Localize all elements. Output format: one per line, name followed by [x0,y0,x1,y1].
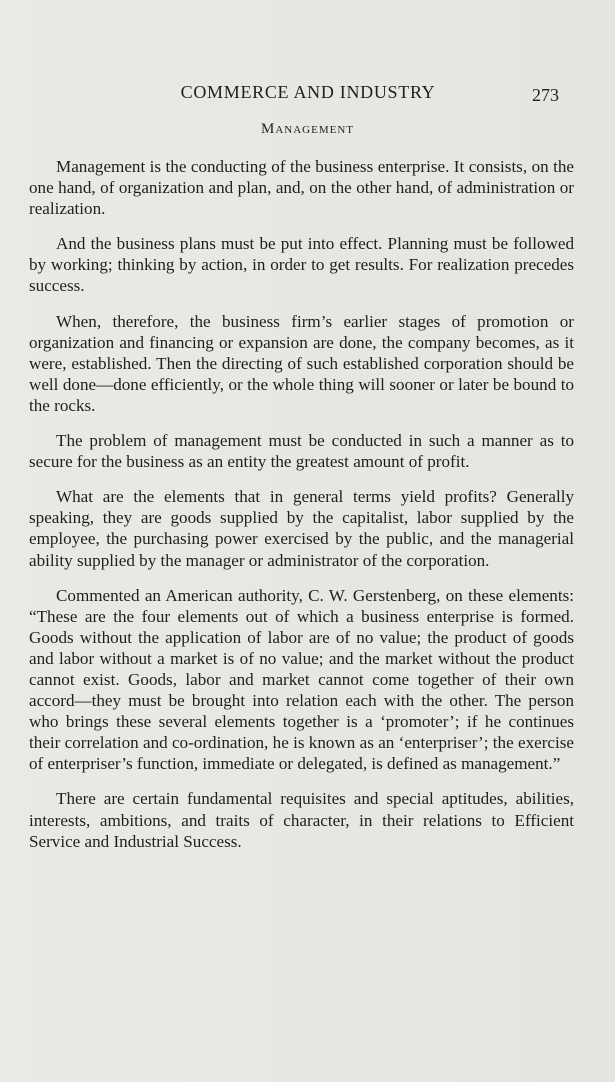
running-head [0,82,615,108]
paragraph-profit-elements: What are the elements that in general terms yield profits? Generally speaking, they are goods supplied by the capitalist, labor supplied by the employee, the purchasing power exercised by the public, and the managerial ability supplied by the manager or administrator of the corporation. [29,487,574,570]
page-number: 273 [532,85,559,105]
paragraph-requisites: There are certain fundamental requisites and special aptitudes, abilities, interests, ambitions, and traits of character, in their relations to Efficient Service and Industrial Success. [29,789,574,851]
paragraph-management-definition: Management is the conducting of the business enterprise. It consists, on the one hand, of organization and plan, and, on the other hand, of administration or realization. [29,157,574,219]
paragraph-established-company: When, therefore, the business firm’s earlier stages of promotion or organization and financing or expansion are done, the company becomes, as it were, established. Then the directing of such established corporation should be well done—done efficiently, or the whole thing will sooner or later be bound to the rocks. [29,311,574,415]
paragraph-gerstenberg-quote: Commented an American authority, C. W. Gerstenberg, on these elements: “These are the four elements out of which a business enterprise is formed. Goods without the application of labor are of no value; the product of goods and labor without a market is of no value; and the market without the product cannot exist. Goods, labor and market cannot come together of their own accord—they must be brought into relation each with the other. The person who brings these several elements together is a ‘promoter’; if he continues their correlation and co-ordination, he is known as an ‘enterpriser’; the exercise of enterpriser’s function, immediate or delegated, is defined as management.” [29,585,574,774]
body-text [29,156,574,866]
paragraph-plans-into-effect: And the business plans must be put into effect. Planning must be followed by working; thinking by action, in order to get results. For realization precedes success. [29,234,574,296]
running-title: COMMERCE AND INDUSTRY [180,82,436,102]
section-title: Management [261,121,354,137]
paragraph-management-problem: The problem of management must be conducted in such a manner as to secure for the business as an entity the greatest amount of profit. [29,431,574,472]
